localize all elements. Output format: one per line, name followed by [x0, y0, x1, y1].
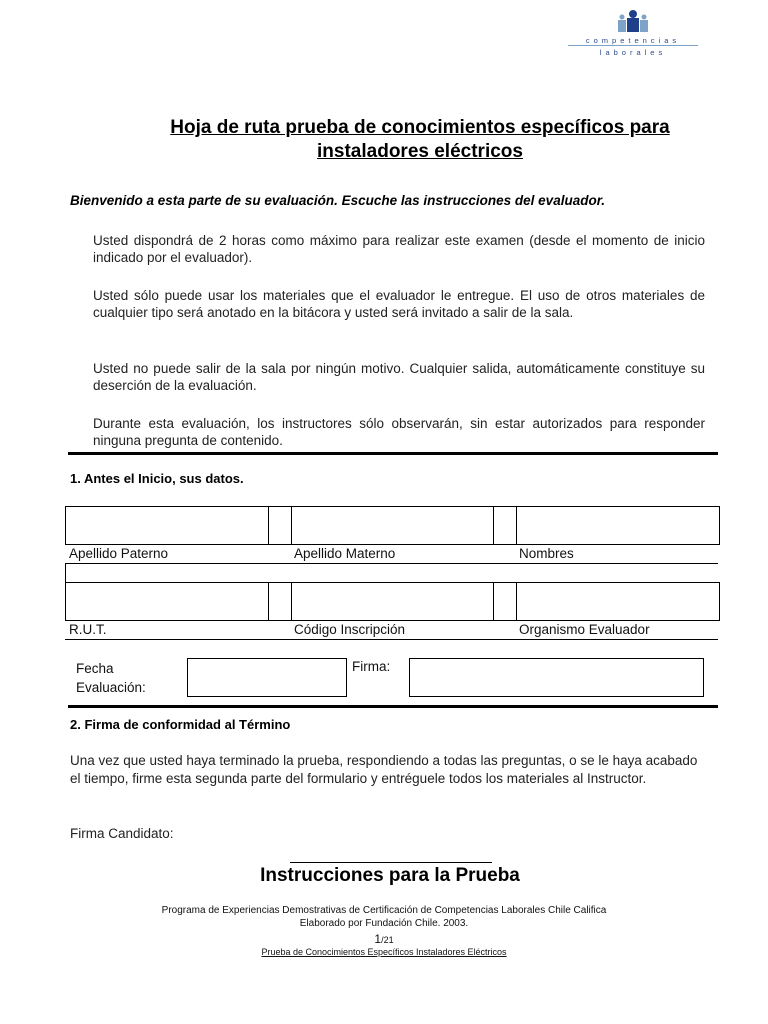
apellido-paterno-label: Apellido Paterno: [69, 546, 169, 561]
organismo-evaluador-input[interactable]: [516, 582, 718, 619]
title-line-1: Hoja de ruta prueba de conocimientos específicos para: [170, 117, 670, 138]
title-line-2: instaladores eléctricos: [317, 141, 523, 162]
apellido-materno-input[interactable]: [291, 506, 492, 543]
nombres-label: Nombres: [519, 546, 574, 561]
apellido-materno-label: Apellido Materno: [294, 546, 396, 561]
instruction-paragraph-3: Usted no puede salir de la sala por ningún motivo. Cualquier salida, automáticamente constituye su deserción de la evaluación.: [93, 361, 705, 393]
footer-program: Programa de Experiencias Demostrativas de Certificación de Competencias Laborales Chile Califica: [161, 905, 607, 916]
firma-label: Firma:: [352, 659, 391, 674]
row-1-underline: [65, 563, 718, 564]
section-divider-1: [68, 452, 718, 455]
logo-word-laborales: laborales: [599, 48, 667, 57]
nombres-input[interactable]: [516, 506, 718, 543]
section-2-title: 2. Firma de conformidad al Término: [70, 717, 291, 732]
document-title: [100, 116, 740, 164]
firma-candidato-label: Firma Candidato:: [70, 826, 174, 841]
welcome-text: Bienvenido a esta parte de su evaluación. Escuche las instrucciones del evaluador.: [70, 193, 605, 208]
footer-page-number: 1/21: [374, 932, 394, 946]
instruction-paragraph-4: Durante esta evaluación, los instructores sólo observarán, sin estar autorizados para responder ninguna pregunta de contenido.: [93, 416, 705, 448]
instruction-paragraph-1: Usted dispondrá de 2 horas como máximo para realizar este examen (desde el momento de inicio indicado por el evaluador).: [93, 233, 705, 265]
section-2-body: Una vez que usted haya terminado la prueba, respondiendo a todas las preguntas, o se le haya acabado el tiempo, firme esta segunda parte del formulario y entréguele todos los materiales al Instructor.: [70, 753, 698, 786]
instructions-heading: Instrucciones para la Prueba: [260, 865, 520, 886]
logo-divider: [568, 45, 698, 46]
competencias-laborales-logo: [558, 8, 708, 56]
rut-label: R.U.T.: [69, 622, 107, 637]
apellido-paterno-input[interactable]: [65, 506, 267, 543]
signature-line[interactable]: [290, 862, 492, 863]
footer-doc-title: Prueba de Conocimientos Específicos Instaladores Eléctricos: [261, 947, 507, 957]
row-2-underline: [65, 639, 718, 640]
section-1-title: 1. Antes el Inicio, sus datos.: [70, 471, 244, 486]
section-divider-2: [68, 705, 718, 708]
instruction-paragraph-2: Usted sólo puede usar los materiales que el evaluador le entregue. El uso de otros materiales de cualquier tipo será anotado en la bitácora y usted será invitado a salir de la sala.: [93, 288, 705, 320]
codigo-inscripcion-label: Código Inscripción: [294, 622, 406, 637]
footer-elaborado: Elaborado por Fundación Chile. 2003.: [299, 918, 469, 929]
codigo-inscripcion-input[interactable]: [291, 582, 492, 619]
rut-input[interactable]: [65, 582, 267, 619]
firma-input[interactable]: [409, 658, 704, 697]
organismo-evaluador-label: Organismo Evaluador: [519, 622, 650, 637]
logo-word-competencias: competencias: [585, 36, 681, 45]
people-emblem-icon: [558, 8, 708, 38]
fecha-evaluacion-label: Fecha Evaluación:: [76, 661, 146, 695]
fecha-evaluacion-input[interactable]: [187, 658, 347, 697]
